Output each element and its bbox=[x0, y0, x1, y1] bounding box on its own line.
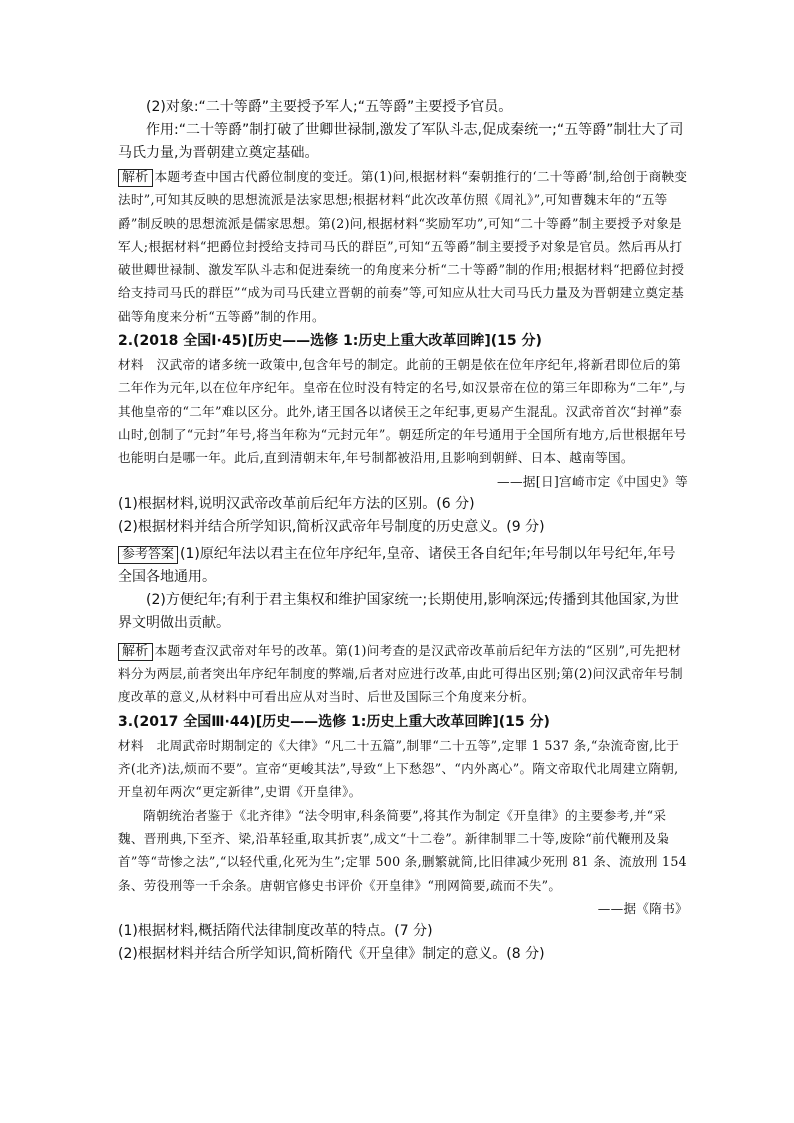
question-3-source: ——据《隋书》 bbox=[597, 900, 688, 916]
question-2-analysis bbox=[118, 639, 688, 709]
question-3-material-1: 材料 北周武帝时期制定的《大律》“凡二十五篇”,制罪“二十五等”,定罪 1 537 条,“杂流奇窗,比于齐(北齐)法,烦而不要”。宣帝“更峻其法”,导致“上下愁怨”、“内外离心”。隋文帝取代北周建立隋朝,开皇初年两次“更定新律”,史谓《开皇律》。 bbox=[118, 737, 680, 800]
question-2-heading: 2.(2018 全国Ⅰ·45)[历史——选修 1:历史上重大改革回眸](15 分) bbox=[118, 333, 542, 350]
question-2-answer-1 bbox=[118, 543, 688, 589]
analysis-tag: 解析 bbox=[118, 169, 153, 187]
question-2-material: 材料 汉武帝的诸多统一政策中,包含年号的制定。此前的王朝是依在位年序纪年,将新君即位后的第二年作为元年,以在位年序纪年。皇帝在位时没有特定的名号,如汉景帝在位的第三年即称为“二年”,与其他皇帝的“二年”难以区分。此外,诸王国各以诸侯王之年纪事,更易产生混乱。汉武帝首次“封禅”泰山时,创制了“元封”年号,将当年称为“元封元年”。朝廷所定的年号通用于全国所有地方,后世根据年号也能明白是哪一年。此后,直到清朝末年,年号制都被沿用,且影响到朝鲜、日本、越南等国。 bbox=[118, 357, 687, 466]
section1-q2-answer: (2)对象:“二十等爵”主要授予军人;“五等爵”主要授予官员。 bbox=[146, 99, 513, 115]
document-page bbox=[118, 96, 688, 966]
analysis-text: 本题考查中国古代爵位制度的变迁。第(1)问,根据材料“秦朝推行的‘二十等爵’制,给创于商鞅变法时”,可知其反映的思想流派是法家思想;根据材料“此次改革仿照《周礼》”,可知曹魏末年的“五等爵”制反映的思想流派是儒家思想。第(2)问,根据材料“奖励军功”,可知“二十等爵”制主要授予对象是军人;根据材料“把爵位封授给支持司马氏的群臣”,可知“五等爵”制主要授予对象是官员。然后再从打破世卿世禄制、激发军队斗志和促进秦统一的角度来分析“二十等爵”制的作用;根据材料“把爵位封授给支持司马氏的群臣”“成为司马氏建立晋朝的前奏”等,可知应从壮大司马氏力量及为晋朝建立奠定基础等角度来分析“五等爵”制的作用。 bbox=[118, 169, 688, 324]
question-3-sub2: (2)根据材料并结合所学知识,简析隋代《开皇律》制定的意义。(8 分) bbox=[118, 946, 545, 963]
question-3-material-2: 隋朝统治者鉴于《北齐律》“法令明审,科条简要”,将其作为制定《开皇律》的主要参考,并“采魏、晋刑典,下至齐、梁,沿革轻重,取其折衷”,成文“十二卷”。新律制罪二十等,废除“前代鞭刑及枭首”等“苛惨之法”,“以轻代重,化死为生”;定罪 500 条,删繁就简,比旧律减少死刑 81 条、流放刑 154 条、劳役刑等一千余条。唐朝官修史书评价《开皇律》“刑网简要,疏而不失”。 bbox=[118, 807, 687, 893]
answer-1-text: (1)原纪年法以君主在位年序纪年,皇帝、诸侯王各自纪年;年号制以年号纪年,年号全国各地通用。 bbox=[118, 545, 676, 585]
question-3-sub1: (1)根据材料,概括隋代法律制度改革的特点。(7 分) bbox=[118, 923, 433, 940]
analysis-tag: 解析 bbox=[118, 643, 153, 661]
question-2-sub2: (2)根据材料并结合所学知识,简析汉武帝年号制度的历史意义。(9 分) bbox=[118, 518, 545, 535]
section1-q2-effect: 作用:“二十等爵”制打破了世卿世禄制,激发了军队斗志,促成秦统一;“五等爵”制壮大了司马氏力量,为晋朝建立奠定基础。 bbox=[118, 122, 684, 161]
question-2-answer-2: (2)方便纪年;有利于君主集权和维护国家统一;长期使用,影响深远;传播到其他国家,为世界文明做出贡献。 bbox=[118, 591, 679, 631]
analysis-text: 本题考查汉武帝对年号的改革。第(1)问考查的是汉武帝改革前后纪年方法的“区别”,可先把材料分为两层,前者突出年序纪年制度的弊端,后者对应进行改革,由此可得出区别;第(2)问汉武帝年号制度改革的意义,从材料中可看出应从对当时、后世及国际三个角度来分析。 bbox=[118, 642, 683, 705]
section1-analysis bbox=[118, 165, 688, 328]
question-2-sub1: (1)根据材料,说明汉武帝改革前后纪年方法的区别。(6 分) bbox=[118, 495, 475, 512]
question-2-source: ——据[日]宫崎市定《中国史》等 bbox=[497, 473, 688, 489]
answer-tag: 参考答案 bbox=[118, 546, 178, 564]
question-3-heading: 3.(2017 全国Ⅲ·44)[历史——选修 1:历史上重大改革回眸](15 分) bbox=[118, 713, 550, 730]
